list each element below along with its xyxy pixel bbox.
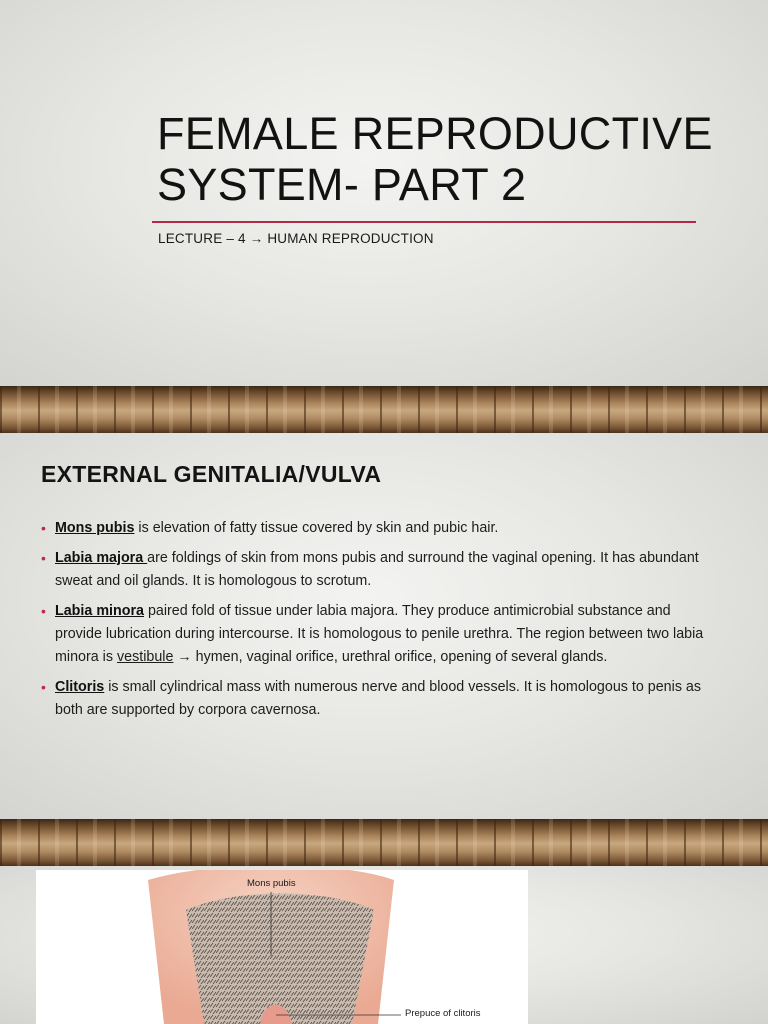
slide-subtitle: LECTURE – 4 → HUMAN REPRODUCTION <box>158 231 434 246</box>
label-mons-pubis: Mons pubis <box>247 878 296 889</box>
list-item <box>41 676 709 722</box>
bullet-text: are foldings of skin from mons pubis and surround the vaginal opening. It has abundant sweat and oil glands. It is homologous to scrotum. <box>55 550 699 589</box>
slide-title-line-2: SYSTEM- PART 2 <box>157 159 527 210</box>
content-slide <box>0 433 768 819</box>
list-item <box>41 517 709 540</box>
bullet-term: Labia minora <box>55 603 144 619</box>
pubic-hair-region <box>186 894 374 1024</box>
bullet-text: paired fold of tissue under labia majora. They produce antimicrobial substance and provide lubrication during intercourse. It is homologous to penile urethra. The region between two labia minora is <box>55 603 704 665</box>
anatomy-figure <box>36 870 528 1024</box>
bullet-marker-icon: • <box>41 550 46 566</box>
bullet-text: is elevation of fatty tissue covered by skin and pubic hair. <box>134 520 499 536</box>
slide-heading: EXTERNAL GENITALIA/VULVA <box>41 461 382 487</box>
label-prepuce-of-clitoris: Prepuce of clitoris <box>405 1008 481 1019</box>
bullet-term: Mons pubis <box>55 520 135 536</box>
title-divider <box>152 221 696 223</box>
bullet-marker-icon: • <box>41 520 46 536</box>
slide-title <box>157 108 737 210</box>
slide-title-line-1: FEMALE REPRODUCTIVE <box>157 108 713 159</box>
bullet-marker-icon: • <box>41 679 46 695</box>
list-item <box>41 600 709 669</box>
bullet-marker-icon: • <box>41 603 46 619</box>
bullet-text: is small cylindrical mass with numerous nerve and blood vessels. It is homologous to penis as both are supported by corpora cavernosa. <box>55 679 702 718</box>
vulva-illustration <box>36 870 528 1024</box>
bullet-term: Labia majora <box>55 550 148 566</box>
bullet-underlined-term: vestibule <box>116 649 174 665</box>
bullet-list <box>41 517 709 729</box>
figure-slide <box>0 866 768 1024</box>
title-slide <box>0 0 768 386</box>
bullet-text-after: → hymen, vaginal orifice, urethral orifice, opening of several glands. <box>173 649 608 665</box>
wood-floor-divider <box>0 386 768 433</box>
wood-floor-divider <box>0 819 768 866</box>
list-item <box>41 547 709 593</box>
bullet-term: Clitoris <box>55 679 105 695</box>
